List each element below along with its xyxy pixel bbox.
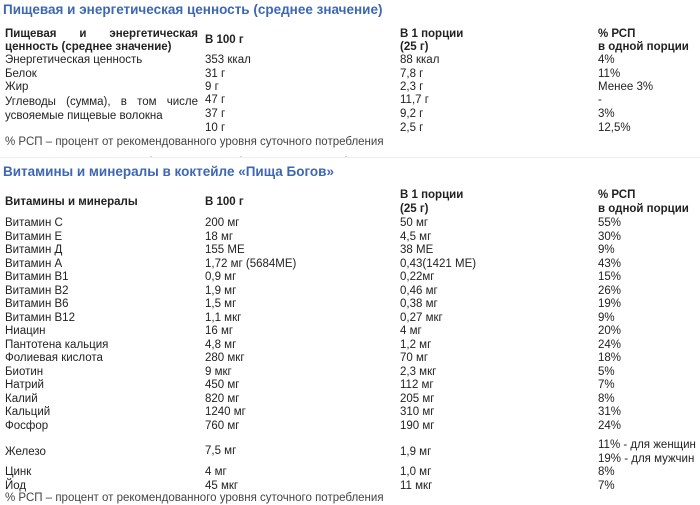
s2-footnote: % РСП – процент от рекомендованного уровня суточного потребления [5, 492, 384, 504]
s1-row-portion: 2,3 г [400, 81, 424, 93]
s2-row-name: Витамин Д [5, 244, 63, 256]
section1-title: Пищевая и энергетическая ценность (среднее значение) [3, 2, 383, 17]
s2-row-name: Кальций [5, 406, 51, 418]
s2-row-rsp: 26% [598, 284, 622, 297]
s2-row-per100: 200 мг [205, 217, 240, 229]
s2-header-per100: В 100 г [205, 196, 244, 208]
s2-tail-row-per100: 4 мг [205, 466, 227, 478]
s1-row-name: Белок [5, 67, 37, 80]
artifact-dot [150, 156, 152, 157]
s2-iron-per100: 7,5 мг [205, 445, 237, 457]
s2-header-name: Витамины и минералы [5, 196, 138, 208]
s1-row-portion: 7,8 г [400, 67, 424, 80]
artifact-dot [240, 156, 242, 157]
s2-row-per100: 16 мг [205, 325, 234, 337]
s2-tail-row-portion: 1,0 мг [400, 466, 432, 478]
s2-row-per100: 1240 мг [205, 406, 246, 418]
s1-header-rsp-line1: % РСП [598, 28, 636, 40]
s2-row-portion: 0,43(1421 МЕ) [400, 257, 477, 270]
s2-row-per100: 9 мкг [205, 365, 232, 378]
s2-row-name: Фолиевая кислота [5, 352, 103, 364]
s2-row-name: Фосфор [5, 419, 49, 432]
s1-carbs-name-line2: усвояемые пищевые волокна [5, 110, 163, 122]
s2-row-portion: 4 мг [400, 325, 422, 337]
s2-row-name: Витамин А [5, 257, 63, 270]
s1-row-rsp: 11% [598, 67, 621, 80]
s2-row-rsp: 20% [598, 325, 622, 337]
s1-header-name-line2: ценность (среднее значение) [5, 41, 172, 53]
s1-header-rsp-line2: в одной порции [598, 41, 689, 53]
s1-header-per100: В 100 г [205, 34, 244, 46]
s1-row-name: Энергетическая ценность [5, 54, 143, 66]
s1-row-per100: 31 г [205, 67, 226, 80]
s2-row-name: Витамин В12 [5, 311, 75, 324]
s1-row-per100: 9 г [205, 81, 219, 93]
s2-header-portion-line1: В 1 порции [400, 189, 464, 201]
s2-row-portion: 0,38 мг [400, 298, 438, 310]
s1-carbs-portion-digestible: 9,2 г [400, 108, 424, 120]
s2-row-per100: 18 мг [205, 230, 234, 243]
s1-row-portion: 88 ккал [400, 54, 440, 66]
s1-row-rsp: Менее 3% [598, 81, 654, 93]
s2-row-rsp: 55% [598, 217, 622, 229]
s2-row-rsp: 18% [598, 352, 622, 364]
s2-row-rsp: 19% [598, 298, 622, 310]
s1-carbs-per100-fiber: 10 г [205, 122, 226, 134]
s2-row-per100: 1,9 мг [205, 284, 237, 297]
s2-row-per100: 1,72 мг (5684МЕ) [205, 257, 297, 270]
s2-row-rsp: 24% [598, 338, 622, 351]
s1-header-name-line1: Пищевая и энергетическая [5, 28, 198, 40]
s1-row-name: Жир [5, 81, 29, 93]
s2-row-per100: 820 мг [205, 392, 240, 405]
s1-carbs-per100-digestible: 37 г [205, 108, 226, 120]
s1-carbs-per100-total: 47 г [205, 94, 226, 106]
s2-row-per100: 450 мг [205, 379, 240, 391]
s2-row-rsp: 5% [598, 365, 615, 378]
s2-row-per100: 4,8 мг [205, 338, 237, 351]
s2-iron-rsp-women: 11% - для женщин [598, 439, 696, 451]
s2-header-rsp-line1: % РСП [598, 189, 636, 201]
s2-row-rsp: 43% [598, 257, 622, 270]
s2-row-portion: 1,2 мг [400, 338, 432, 351]
s2-row-per100: 1,1 мкг [205, 311, 242, 324]
s2-row-per100: 760 мг [205, 419, 240, 432]
s2-header-portion-line2: (25 г) [400, 203, 429, 215]
s2-iron-name: Железо [5, 446, 46, 458]
s2-row-portion: 0,27 мкг [400, 311, 443, 324]
s1-header-portion-line1: В 1 порции [400, 28, 464, 40]
s2-row-portion: 0,46 мг [400, 284, 438, 297]
s2-row-portion: 2,3 мкг [400, 365, 437, 378]
s1-carbs-rsp-fiber: 12,5% [598, 122, 631, 134]
s1-carbs-portion-fiber: 2,5 г [400, 122, 424, 134]
s2-row-portion: 4,5 мг [400, 230, 432, 243]
s2-tail-row-portion: 11 мкг [400, 479, 433, 492]
s2-row-per100: 155 МЕ [205, 244, 245, 256]
s2-row-name: Биотин [5, 365, 44, 378]
s2-row-per100: 1,5 мг [205, 298, 237, 310]
s2-row-name: Пантотена кальция [5, 338, 109, 351]
s1-carbs-name-line1: Углеводы (сумма), в том числе [5, 96, 198, 108]
s2-row-name: Витамин В6 [5, 298, 69, 310]
s2-row-portion: 205 мг [400, 392, 435, 405]
s2-row-per100: 0,9 мг [205, 271, 237, 283]
s1-carbs-rsp-total: - [598, 94, 602, 106]
s2-iron-rsp-men: 19% - для мужчин [598, 453, 695, 465]
s2-row-rsp: 8% [598, 392, 615, 405]
s2-row-name: Витамин Е [5, 230, 63, 243]
s2-header-rsp-line2: в одной порции [598, 203, 689, 215]
s2-row-rsp: 31% [598, 406, 622, 418]
s2-row-name: Натрий [5, 379, 44, 391]
s2-row-rsp: 9% [598, 244, 615, 256]
s1-carbs-portion-total: 11,7 г [400, 94, 429, 106]
section2-title: Витамины и минералы в коктейле «Пища Богов» [3, 164, 334, 179]
s1-header-portion-line2: (25 г) [400, 41, 429, 53]
s1-carbs-rsp-digestible: 3% [598, 108, 615, 120]
s2-row-rsp: 30% [598, 230, 622, 243]
s2-tail-row-rsp: 8% [598, 466, 615, 478]
s2-tail-row-name: Цинк [5, 466, 32, 478]
s2-tail-row-per100: 45 мкг [205, 479, 239, 492]
s2-tail-row-name: Йод [5, 479, 27, 492]
s2-tail-row-rsp: 7% [598, 479, 615, 492]
s2-row-name: Ниацин [5, 325, 46, 337]
s2-iron-portion: 1,9 мг [400, 446, 432, 458]
s2-row-name: Витамин В1 [5, 271, 69, 283]
s2-row-rsp: 24% [598, 419, 622, 432]
s2-row-portion: 50 мг [400, 217, 429, 229]
s2-row-per100: 280 мкг [205, 352, 245, 364]
divider [0, 157, 700, 158]
s2-row-name: Витамин С [5, 217, 63, 229]
s1-footnote-mask [411, 136, 700, 154]
s2-row-portion: 70 мг [400, 352, 429, 364]
s2-row-name: Калий [5, 392, 38, 405]
s2-row-portion: 38 МЕ [400, 244, 434, 256]
s2-row-rsp: 7% [598, 379, 615, 391]
s2-row-portion: 190 мг [400, 419, 435, 432]
s1-footnote: % РСП – процент от рекомендованного уровня суточного потребления [5, 136, 384, 148]
s2-row-rsp: 9% [598, 311, 615, 324]
s2-row-rsp: 15% [598, 271, 622, 283]
s1-row-rsp: 4% [598, 54, 615, 66]
s2-row-portion: 0,22мг [400, 271, 435, 283]
s1-row-per100: 353 ккал [205, 54, 251, 66]
s2-row-portion: 112 мг [400, 379, 434, 391]
s2-row-portion: 310 мг [400, 406, 435, 418]
artifact-dot [345, 156, 347, 157]
s2-row-name: Витамин В2 [5, 284, 69, 297]
